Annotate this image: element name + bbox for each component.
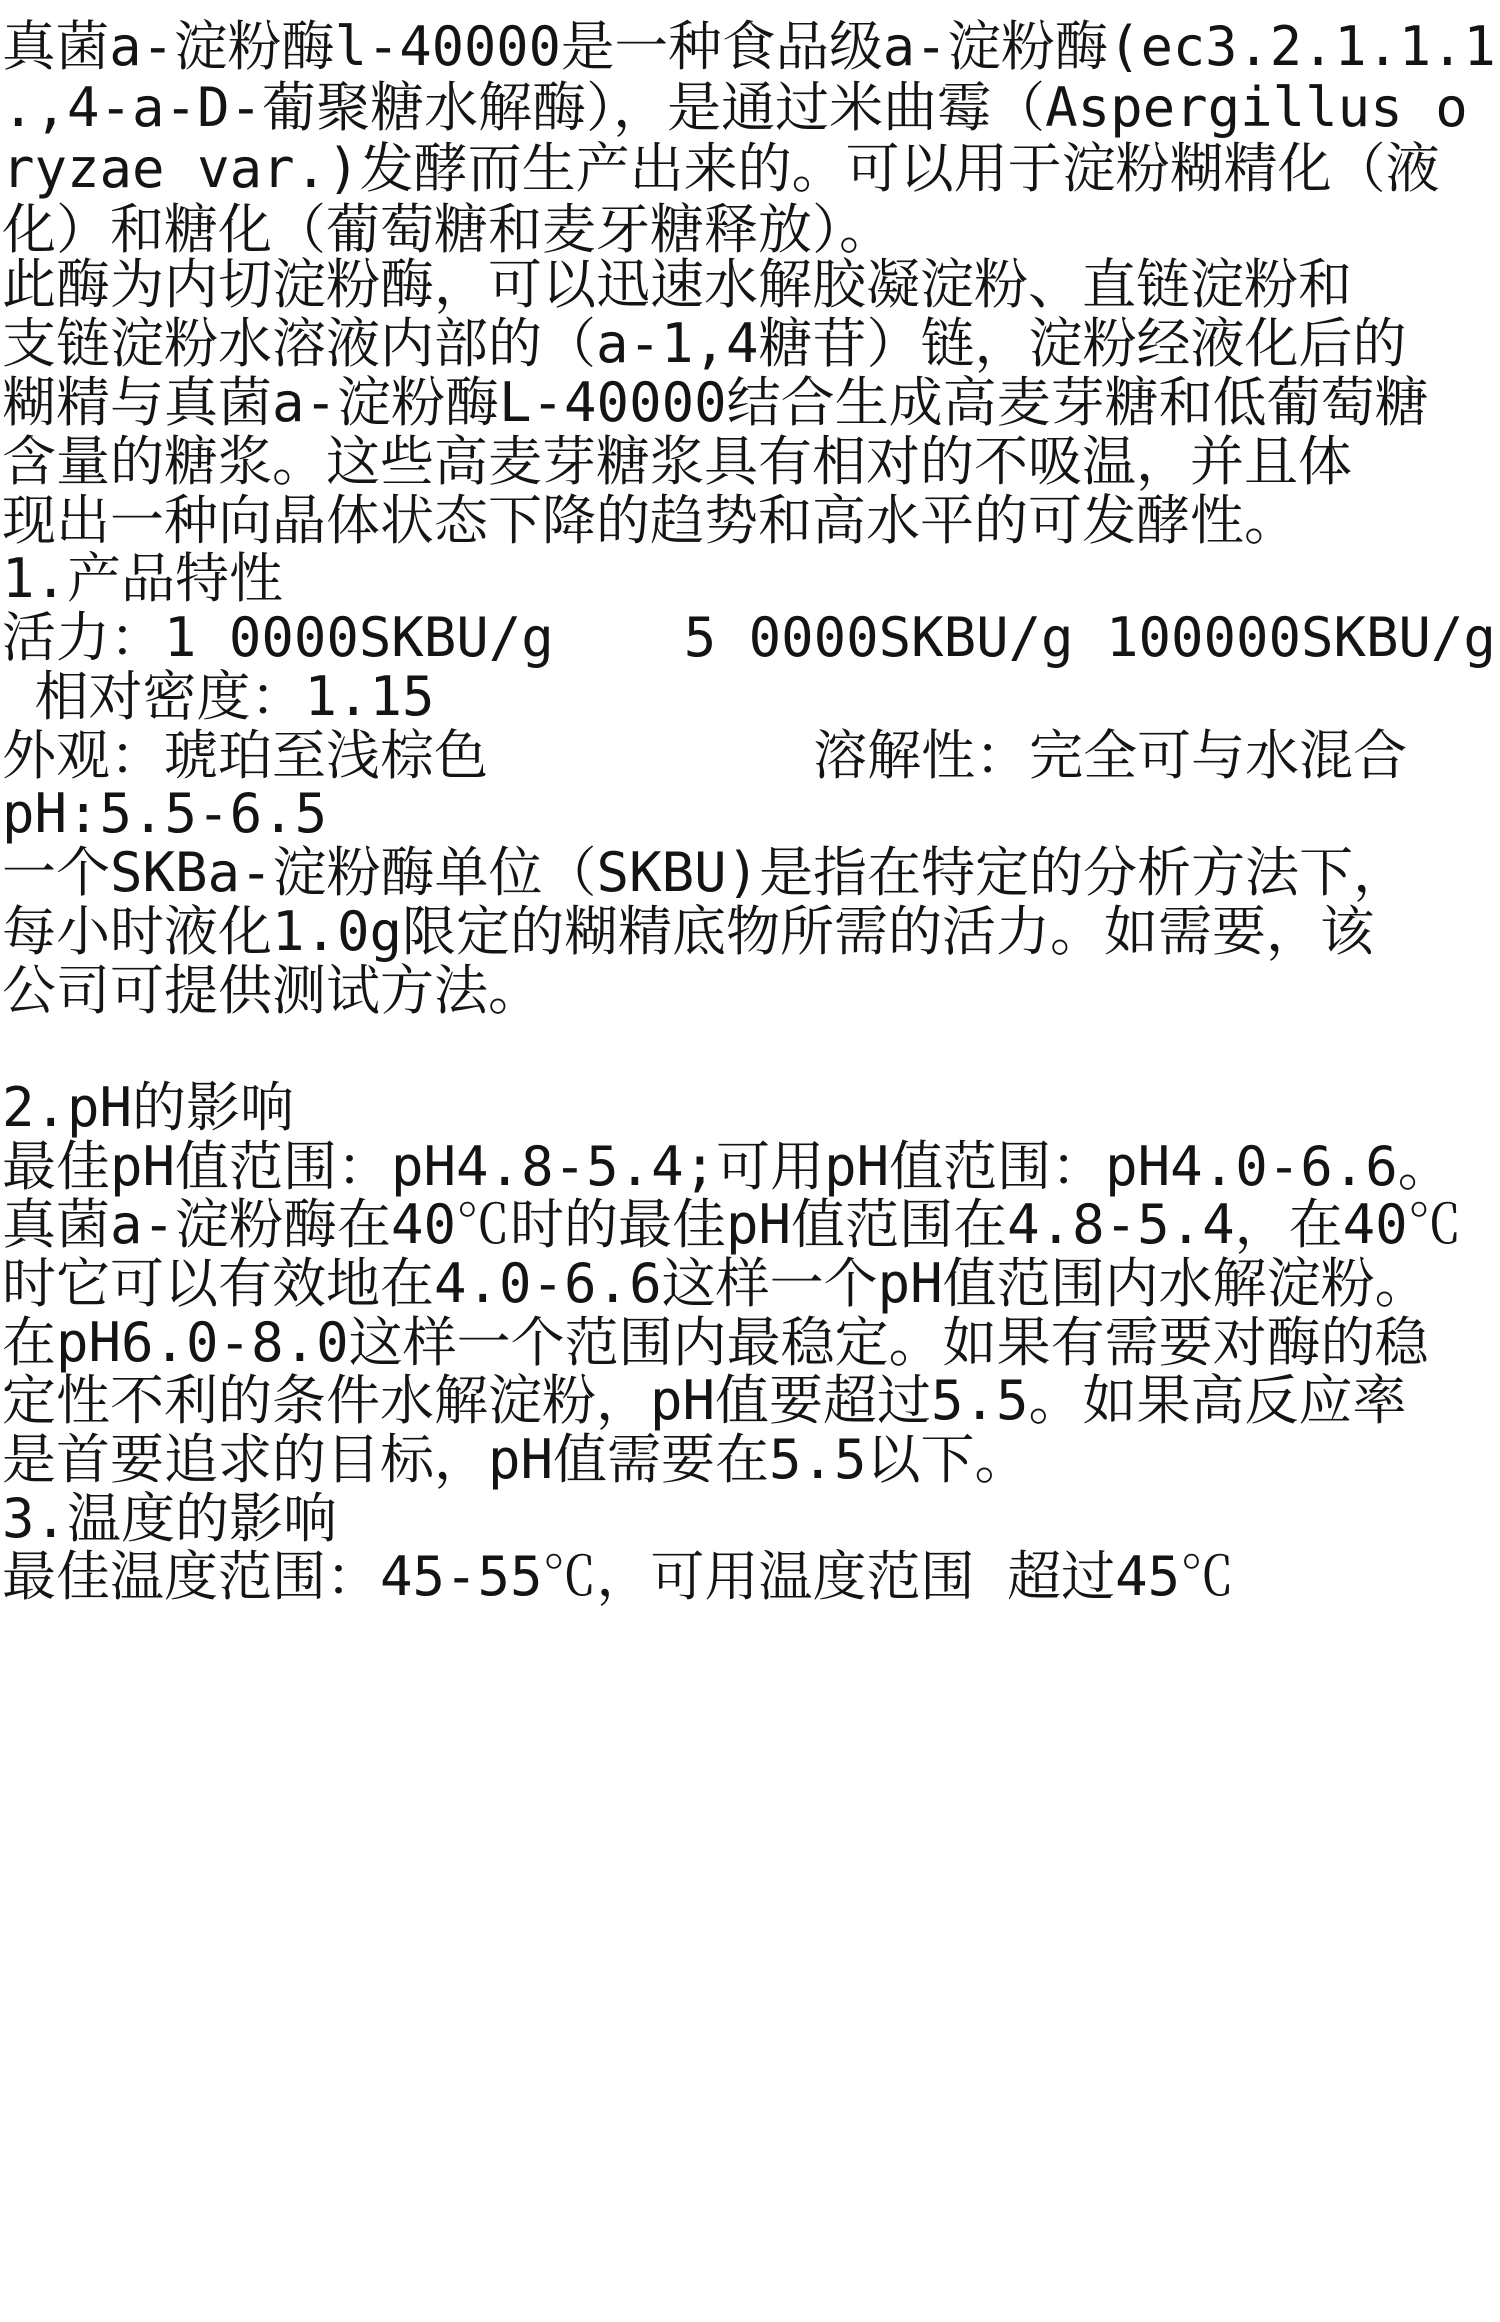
text-line: .,4-a-D-葡聚糖水解酶），是通过米曲霉（Aspergillus o [2,76,1468,139]
text-line: 真菌a-淀粉酶在40℃时的最佳pH值范围在4.8-5.4，在40℃ [2,1193,1462,1256]
text-line: 外观：琥珀至浅棕色 溶解性：完全可与水混合 [2,724,1408,787]
text-line: 公司可提供测试方法。 [2,959,542,1022]
text-line: 活力：1 0000SKBU/g 5 0000SKBU/g 100000SKBU/g [2,606,1496,669]
text-line: 化）和糖化（葡萄糖和麦牙糖释放）。 [2,198,893,261]
text-line: 定性不利的条件水解淀粉，pH值要超过5.5。如果高反应率 [2,1369,1407,1432]
text-line: pH:5.5-6.5 [2,782,328,845]
text-line: 现出一种向晶体状态下降的趋势和高水平的可发酵性。 [2,489,1298,552]
text-line: 是首要追求的目标，pH值需要在5.5以下。 [2,1428,1029,1491]
section-heading: 2.pH的影响 [2,1076,295,1139]
text-line: 支链淀粉水溶液内部的（a-1,4糖苷）链，淀粉经液化后的 [2,312,1407,375]
text-line: 含量的糖浆。这些高麦芽糖浆具有相对的不吸温，并且体 [2,430,1352,493]
section-heading: 1.产品特性 [2,547,284,610]
text-line: 一个SKBa-淀粉酶单位（SKBU)是指在特定的分析方法下， [2,841,1408,904]
text-line: 时它可以有效地在4.0-6.6这样一个pH值范围内水解淀粉。 [2,1252,1429,1315]
text-line: 相对密度：1.15 [2,665,435,728]
section-heading: 3.温度的影响 [2,1487,338,1550]
text-line: 最佳pH值范围：pH4.8-5.4;可用pH值范围：pH4.0-6.6。 [2,1135,1452,1198]
text-line: 在pH6.0-8.0这样一个范围内最稳定。如果有需要对酶的稳 [2,1311,1429,1374]
text-line: 每小时液化1.0g限定的糊精底物所需的活力。如需要，该 [2,900,1375,963]
text-line: 最佳温度范围：45-55℃，可用温度范围 超过45℃ [2,1545,1235,1608]
text-line: 糊精与真菌a-淀粉酶L-40000结合生成高麦芽糖和低葡萄糖 [2,371,1429,434]
text-line: 真菌a-淀粉酶l-40000是一种食品级a-淀粉酶(ec3.2.1.1.1 [2,15,1496,78]
text-line: 此酶为内切淀粉酶，可以迅速水解胶凝淀粉、直链淀粉和 [2,253,1352,316]
text-line: ryzae var.)发酵而生产出来的。可以用于淀粉糊精化（液 [2,137,1440,200]
